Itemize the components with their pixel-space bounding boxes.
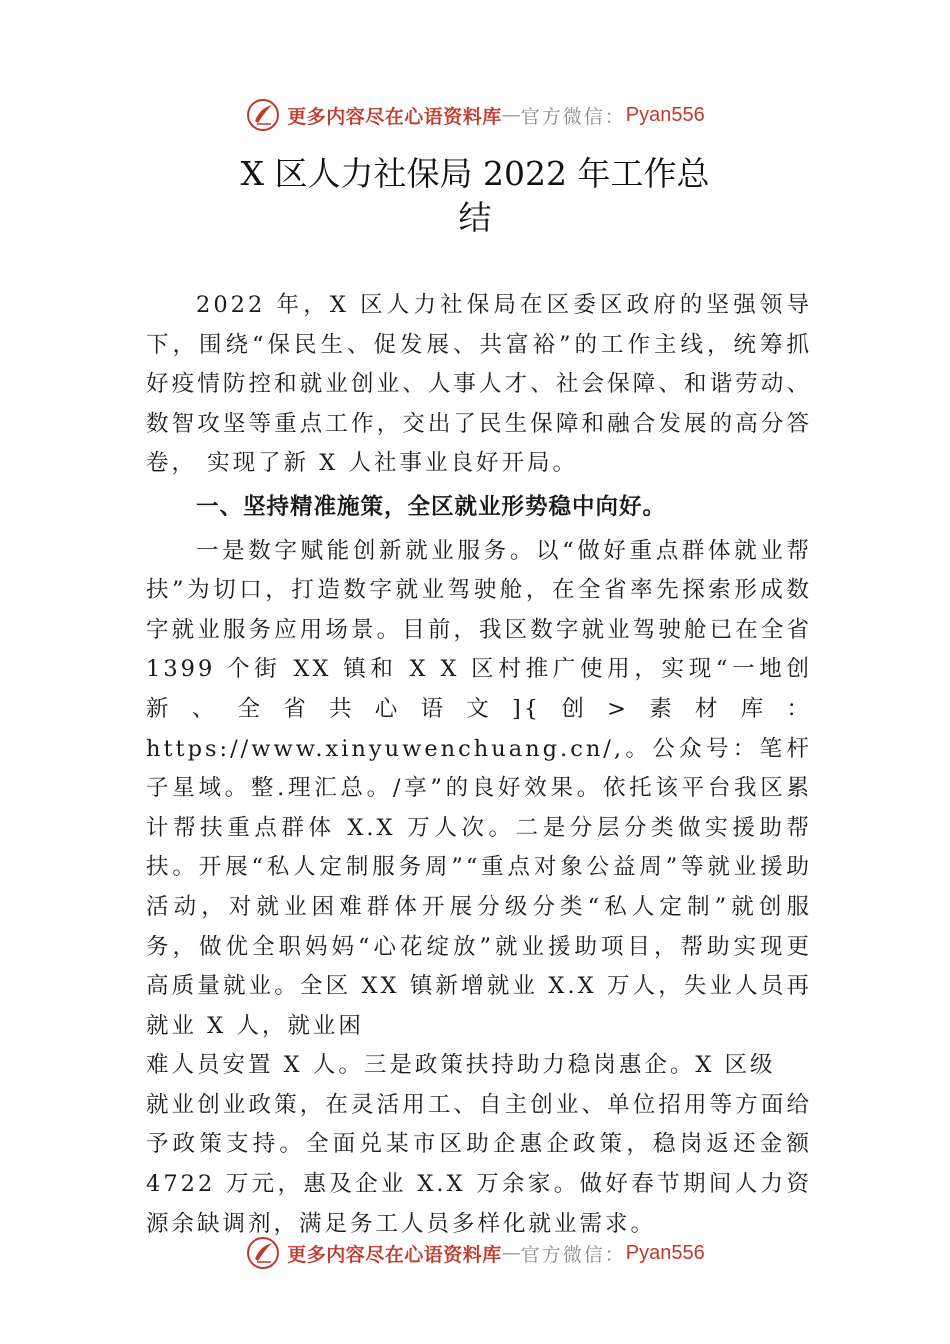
document-title [0,152,950,240]
watermark-wechat-id: Pyan556 [625,103,705,126]
section-body-continued [146,1046,812,1244]
brand-logo-icon [245,1235,281,1271]
section-body-rest: 就业创业政策，在灵活用工、自主创业、单位招用等方面给予政策支持。全面兑某市区助企惠企政策，稳岗返还金额 4722 万元，惠及企业 X.X 万余家。做好春节期间人力资源余缺调剂，满足务工人员多样化就业需求。 [146,1091,812,1237]
title-line-1: X 区人力社保局 2022 年工作总 [240,154,710,193]
watermark-wechat-id: Pyan556 [625,1241,705,1264]
watermark-dash: — [501,1242,521,1264]
footer-watermark [0,1233,950,1273]
section-body-paragraph: 一是数字赋能创新就业服务。以“做好重点群体就业帮扶”为切口，打造数字就业驾驶舱，在全省率先探索形成数字就业服务应用场景。目前，我区数字就业驾驶舱已在全省 1399 个街 XX 镇和 X X 区村推广使用，实现“一地创新、全省共心语文]{创>素材库：https://www.xinyuwenchuang.cn/,。公众号：笔杆子星域。整.理汇总。/享”的良好效果。依托该平台我区累计帮扶重点群体 X.X 万人次。二是分层分类做实援助帮扶。开展“私人定制服务周”“重点对象公益周”等就业援助活动，对就业困难群体开展分级分类“私人定制”就创服务，做优全职妈妈“心花绽放”就业援助项目，帮助实现更高质量就业。全区 XX 镇新增就业 X.X 万人，失业人员再就业 X 人，就业困 [146,537,812,1039]
watermark-wechat-label: 官方微信： [520,1243,626,1266]
title-line-2: 结 [458,198,492,237]
watermark-brand: 更多内容尽在心语资料库 [287,105,502,128]
section-heading: 一、坚持精准施策，全区就业形势稳中向好。 [196,493,667,520]
document-body [146,286,812,1244]
watermark-wechat-label: 官方微信： [520,105,626,128]
header-watermark [0,95,950,135]
brand-logo-icon [245,97,281,133]
watermark-brand: 更多内容尽在心语资料库 [287,1243,502,1266]
intro-paragraph: 2022 年，X 区人力社保局在区委区政府的坚强领导下，围绕“保民生、促发展、共富裕”的工作主线，统筹抓好疫情防控和就业创业、人事人才、社会保障、和谐劳动、数智攻坚等重点工作，交出了民生保障和融合发展的高分答卷， 实现了新 X 人社事业良好开局。 [146,292,812,477]
section-body-line: 难人员安置 X 人。三是政策扶持助力稳岗惠企。X 区级 [146,1052,776,1079]
watermark-dash: — [501,104,521,126]
